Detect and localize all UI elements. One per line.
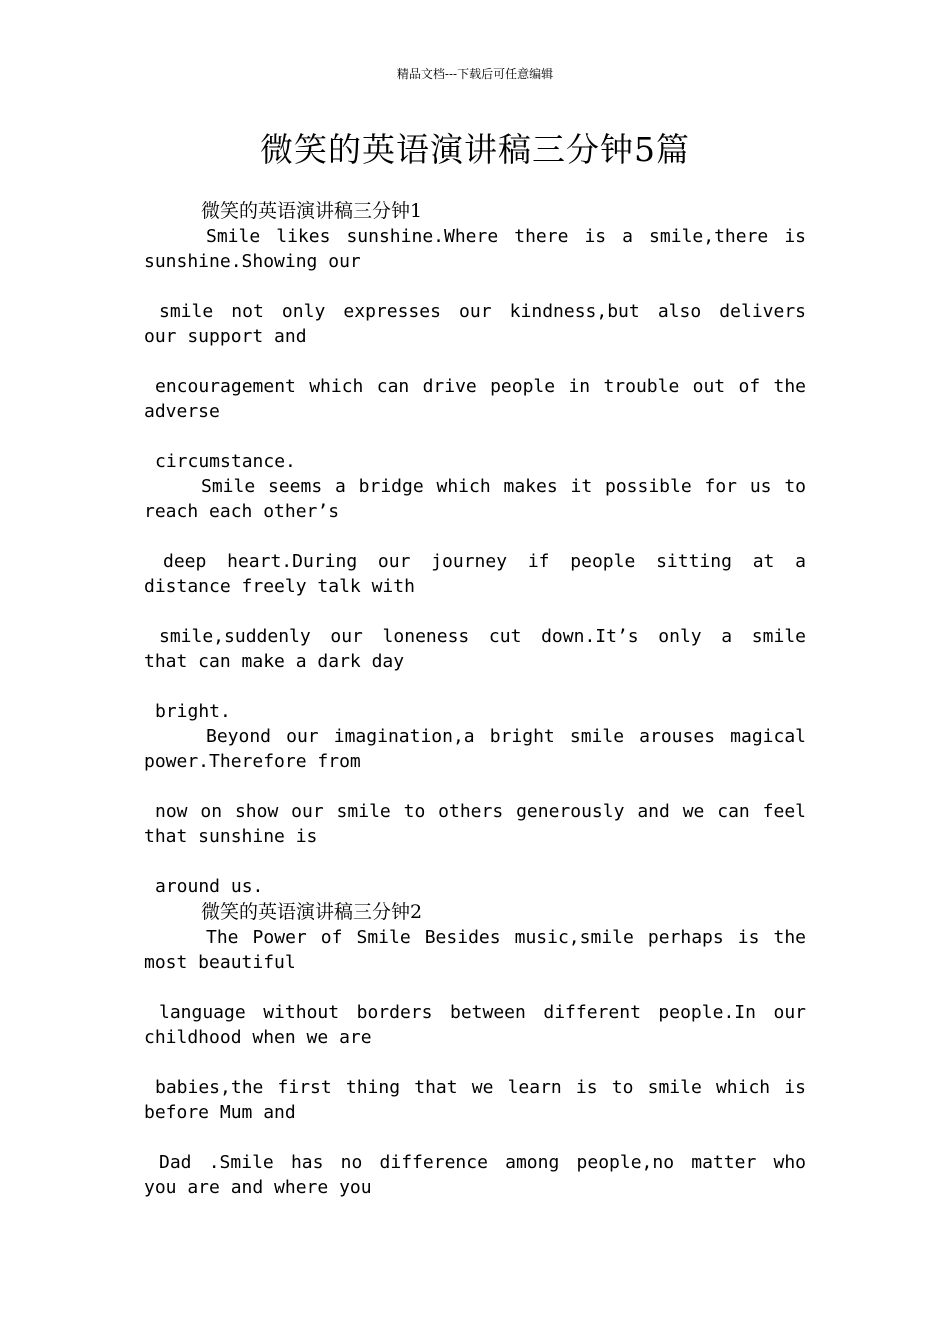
text-line: Dad .Smile has no difference among people,no matter who (159, 1152, 806, 1173)
text-line: Beyond our imagination,a bright smile arouses magical (206, 726, 806, 747)
text-line: before Mum and (144, 1102, 296, 1123)
page-header-note: 精品文档---下载后可任意编辑 (396, 67, 554, 81)
text-line: adverse (144, 401, 220, 422)
text-line: babies,the first thing that we learn is to smile which is (155, 1077, 806, 1098)
text-line: distance freely talk with (144, 576, 415, 597)
text-line: deep heart.During our journey if people sitting at a (163, 551, 806, 572)
text-line: power.Therefore from (144, 751, 361, 772)
text-line: that can make a dark day (144, 651, 405, 672)
text-line: you are and where you (144, 1177, 372, 1198)
text-line: reach each other’s (144, 501, 340, 522)
text-line: most beautiful (144, 952, 296, 973)
text-line: encouragement which can drive people in trouble out of the (155, 376, 806, 397)
section-heading-1: 微笑的英语演讲稿三分钟1 (201, 200, 423, 222)
section-heading-2: 微笑的英语演讲稿三分钟2 (201, 901, 423, 923)
text-line: bright. (155, 701, 231, 722)
document-body (144, 198, 806, 1200)
text-line: Smile likes sunshine.Where there is a smile,there is (206, 226, 806, 247)
text-line: now on show our smile to others generously and we can feel (155, 801, 806, 822)
text-line: The Power of Smile Besides music,smile perhaps is the (206, 927, 806, 948)
text-line: language without borders between different people.In our (159, 1002, 806, 1023)
text-line: childhood when we are (144, 1027, 372, 1048)
text-line: around us. (155, 876, 264, 897)
text-line: circumstance. (155, 451, 296, 472)
document-title: 微笑的英语演讲稿三分钟5篇 (260, 130, 690, 169)
text-line: Smile seems a bridge which makes it possible for us to (201, 476, 806, 497)
text-line: our support and (144, 326, 307, 347)
text-line: that sunshine is (144, 826, 318, 847)
text-line: smile not only expresses our kindness,but also delivers (159, 301, 806, 322)
text-line: sunshine.Showing our (144, 251, 361, 272)
text-line: smile,suddenly our loneness cut down.It’s only a smile (159, 626, 806, 647)
